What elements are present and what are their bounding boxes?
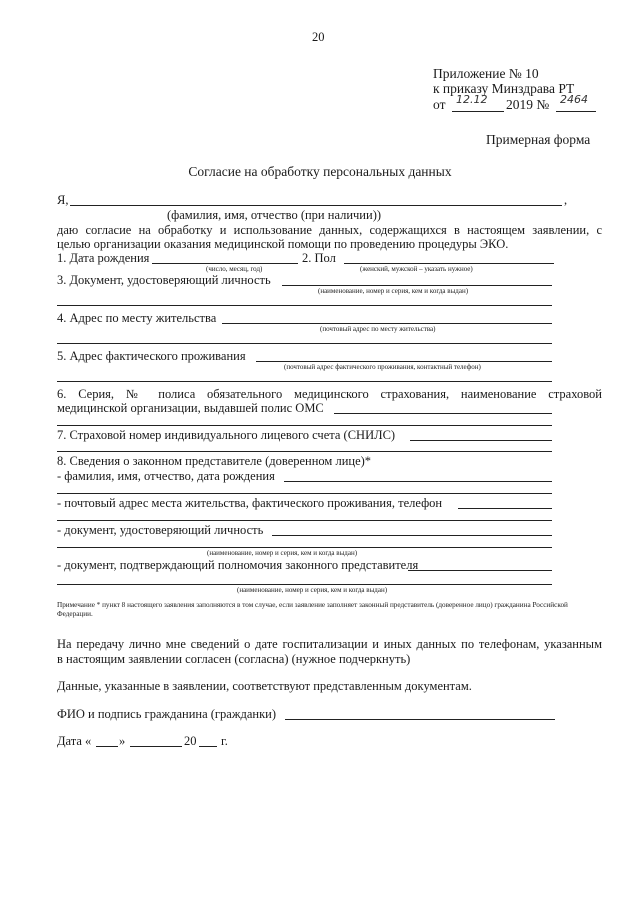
actual-address-line-2[interactable] [57, 381, 552, 382]
order-number-handwritten: 2464 [560, 93, 588, 106]
phone-consent-2: в настоящим заявлении согласен (согласна) (нужное подчеркнуть) [57, 652, 411, 666]
birth-date-hint: (число, месяц, год) [206, 265, 263, 273]
appendix-title: Приложение № 10 [433, 66, 539, 81]
representative-fio-label: - фамилия, имя, отчество, дата рождения [57, 469, 275, 483]
page-number: 20 [312, 30, 325, 44]
consent-text-2: целью организации оказания медицинской помощи по проведению процедуры ЭКО. [57, 237, 509, 251]
form-label: Примерная форма [486, 132, 591, 147]
oms-policy-line[interactable] [334, 413, 552, 414]
document-title: Согласие на обработку персональных данных [188, 164, 452, 179]
order-date-line [452, 111, 504, 112]
date-mid: » [119, 734, 126, 748]
signature-label: ФИО и подпись гражданина (гражданки) [57, 707, 277, 721]
snils-line[interactable] [410, 440, 552, 441]
representative-authority-hint: (наименование, номер и серия, кем и когда выдан) [237, 586, 388, 594]
data-statement: Данные, указанные в заявлении, соответствуют представленным документам. [57, 679, 472, 693]
date-prefix: Дата « [57, 734, 92, 748]
order-year-number: 2019 № [506, 97, 550, 112]
representative-address-label: - почтовый адрес места жительства, фактического проживания, телефон [57, 496, 443, 510]
gender-hint: (женский, мужской – указать нужное) [360, 265, 473, 273]
residence-address-hint: (почтовый адрес по месту жительства) [320, 325, 436, 333]
date-month-line[interactable] [130, 746, 182, 747]
id-document-hint: (наименование, номер и серия, кем и когда выдан) [318, 287, 469, 295]
gender-line[interactable] [344, 263, 554, 264]
representative-fio-line[interactable] [284, 481, 552, 482]
phone-consent-1: На передачу лично мне сведений о дате госпитализации и иных данных по телефонам, указанным [57, 637, 602, 651]
actual-address-hint: (почтовый адрес фактического проживания, контактный телефон) [284, 363, 481, 371]
residence-address-line-2[interactable] [57, 343, 552, 344]
actual-address-label: 5. Адрес фактического проживания [57, 349, 246, 363]
fio-input-line[interactable] [70, 205, 562, 206]
footnote: Примечание * пункт 8 настоящего заявления заполняются в том случае, если заявление заполняет законный представитель (доверенное лицо) гражданина Российской Федерации. [57, 601, 568, 618]
snils-line-2[interactable] [57, 451, 552, 452]
representative-label: 8. Сведения о законном представителе (доверенном лице)* [57, 454, 372, 468]
representative-authority-line[interactable] [408, 570, 552, 571]
id-document-line[interactable] [282, 285, 552, 286]
actual-address-line[interactable] [256, 361, 552, 362]
order-date-handwritten: 12.12 [456, 93, 488, 106]
representative-id-hint: (наименование, номер и серия, кем и когда выдан) [207, 549, 358, 557]
oms-policy-label: 6. Серия, № полиса обязательного медицинского страхования, наименование страховой [57, 387, 602, 401]
order-date-prefix: от [433, 97, 446, 112]
date-day-line[interactable] [96, 746, 118, 747]
representative-id-line-2[interactable] [57, 547, 552, 548]
representative-fio-line-2[interactable] [57, 493, 552, 494]
ya-comma: , [564, 193, 568, 207]
gender-label: 2. Пол [302, 251, 336, 265]
oms-policy-label-2: медицинской организации, выдавшей полис ОМС [57, 401, 324, 415]
snils-label: 7. Страховой номер индивидуального лицевого счета (СНИЛС) [57, 428, 396, 442]
id-document-line-2[interactable] [57, 305, 552, 306]
birth-date-label: 1. Дата рождения [57, 251, 150, 265]
date-year-prefix: 20 [184, 734, 197, 748]
fio-hint: (фамилия, имя, отчество (при наличии)) [167, 208, 382, 222]
signature-line[interactable] [285, 719, 555, 720]
oms-policy-line-2[interactable] [57, 425, 552, 426]
representative-authority-line-2[interactable] [57, 584, 552, 585]
order-number-line [556, 111, 596, 112]
date-suffix: г. [221, 734, 228, 748]
residence-address-line[interactable] [222, 323, 552, 324]
representative-address-line[interactable] [458, 508, 552, 509]
order-reference: к приказу Минздрава РТ [433, 81, 575, 96]
residence-address-label: 4. Адрес по месту жительства [57, 311, 217, 325]
birth-date-line[interactable] [152, 263, 298, 264]
representative-id-line[interactable] [272, 535, 552, 536]
id-document-label: 3. Документ, удостоверяющий личность [57, 273, 271, 287]
representative-authority-label: - документ, подтверждающий полномочия законного представителя [57, 558, 419, 572]
consent-text-1: даю согласие на обработку и использование данных, содержащихся в настоящем заявлении, с [57, 223, 602, 237]
representative-id-label: - документ, удостоверяющий личность [57, 523, 264, 537]
ya-label: Я, [57, 193, 69, 207]
representative-address-line-2[interactable] [57, 520, 552, 521]
date-year-line[interactable] [199, 746, 217, 747]
